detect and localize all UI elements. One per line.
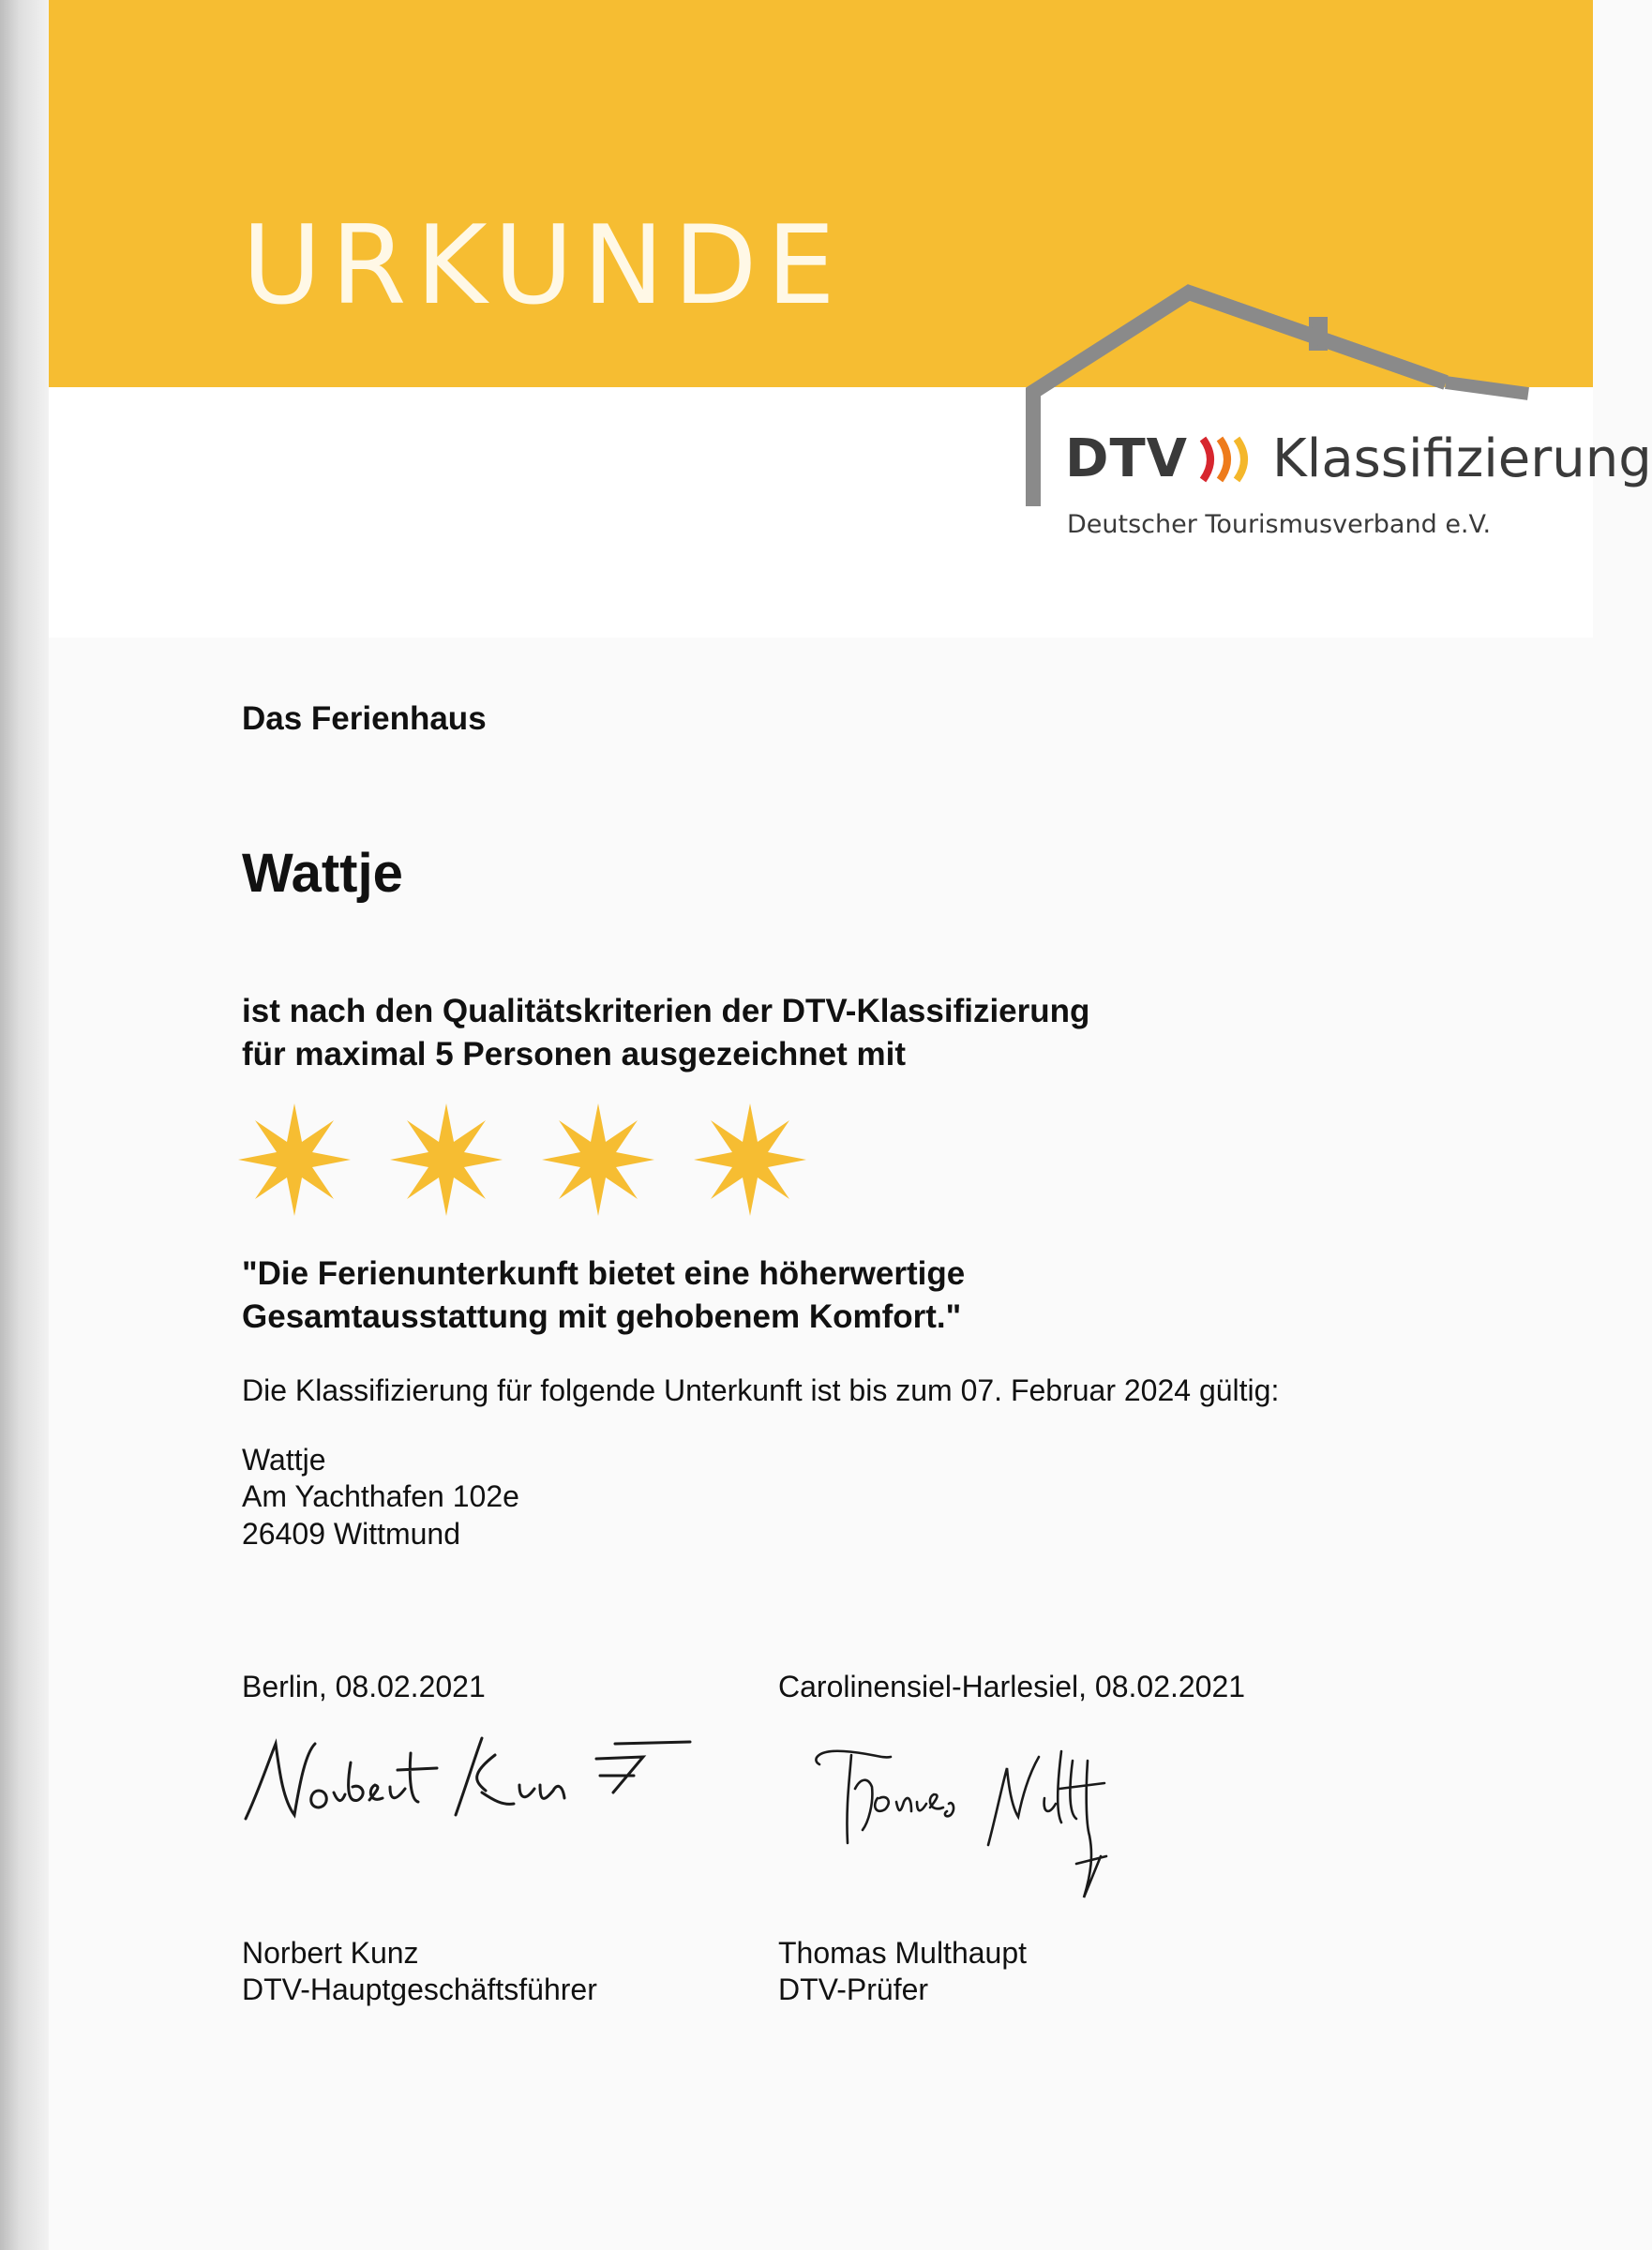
logo-subtitle: Deutscher Tourismusverband e.V. <box>1067 510 1492 539</box>
right-signer-role: DTV-Prüfer <box>778 1972 929 2006</box>
address-city: 26409 Wittmund <box>242 1517 461 1551</box>
star-icon <box>540 1102 656 1218</box>
scan-edge <box>0 0 49 2250</box>
criteria-line-1: ist nach den Qualitätskriterien der DTV-Klassifizierung <box>242 993 1090 1029</box>
signature-norbert-kunz <box>240 1725 699 1838</box>
address-name: Wattje <box>242 1443 326 1477</box>
validity-text: Die Klassifizierung für folgende Unterkunft ist bis zum 07. Februar 2024 gültig: <box>242 1373 1280 1407</box>
left-signer-name: Norbert Kunz <box>242 1936 419 1970</box>
address-street: Am Yachthafen 102e <box>242 1479 519 1513</box>
logo-klassifizierung: Klassifizierung <box>1272 428 1652 489</box>
star-rating <box>236 1102 808 1218</box>
property-name: Wattje <box>242 843 403 904</box>
right-place-date: Carolinensiel-Harlesiel, 08.02.2021 <box>778 1670 1246 1703</box>
star-icon <box>236 1102 353 1218</box>
signature-thomas-multhaupt <box>806 1732 1144 1920</box>
left-place-date: Berlin, 08.02.2021 <box>242 1670 486 1703</box>
logo-dtv: DTV <box>1065 428 1189 489</box>
intro-text: Das Ferienhaus <box>242 700 487 737</box>
star-icon <box>692 1102 808 1218</box>
certificate-title: URKUNDE <box>242 202 845 329</box>
right-signer-name: Thomas Multhaupt <box>778 1936 1028 1970</box>
dtv-logo <box>1065 428 1652 489</box>
quote-line-1: "Die Ferienunterkunft bietet eine höherwertige <box>242 1255 966 1292</box>
chevron-logo-icon <box>1201 435 1261 484</box>
star-icon <box>388 1102 504 1218</box>
quote-line-2: Gesamtausstattung mit gehobenem Komfort." <box>242 1298 962 1335</box>
criteria-line-2: für maximal 5 Personen ausgezeichnet mit <box>242 1036 907 1072</box>
left-signer-role: DTV-Hauptgeschäftsführer <box>242 1972 597 2006</box>
